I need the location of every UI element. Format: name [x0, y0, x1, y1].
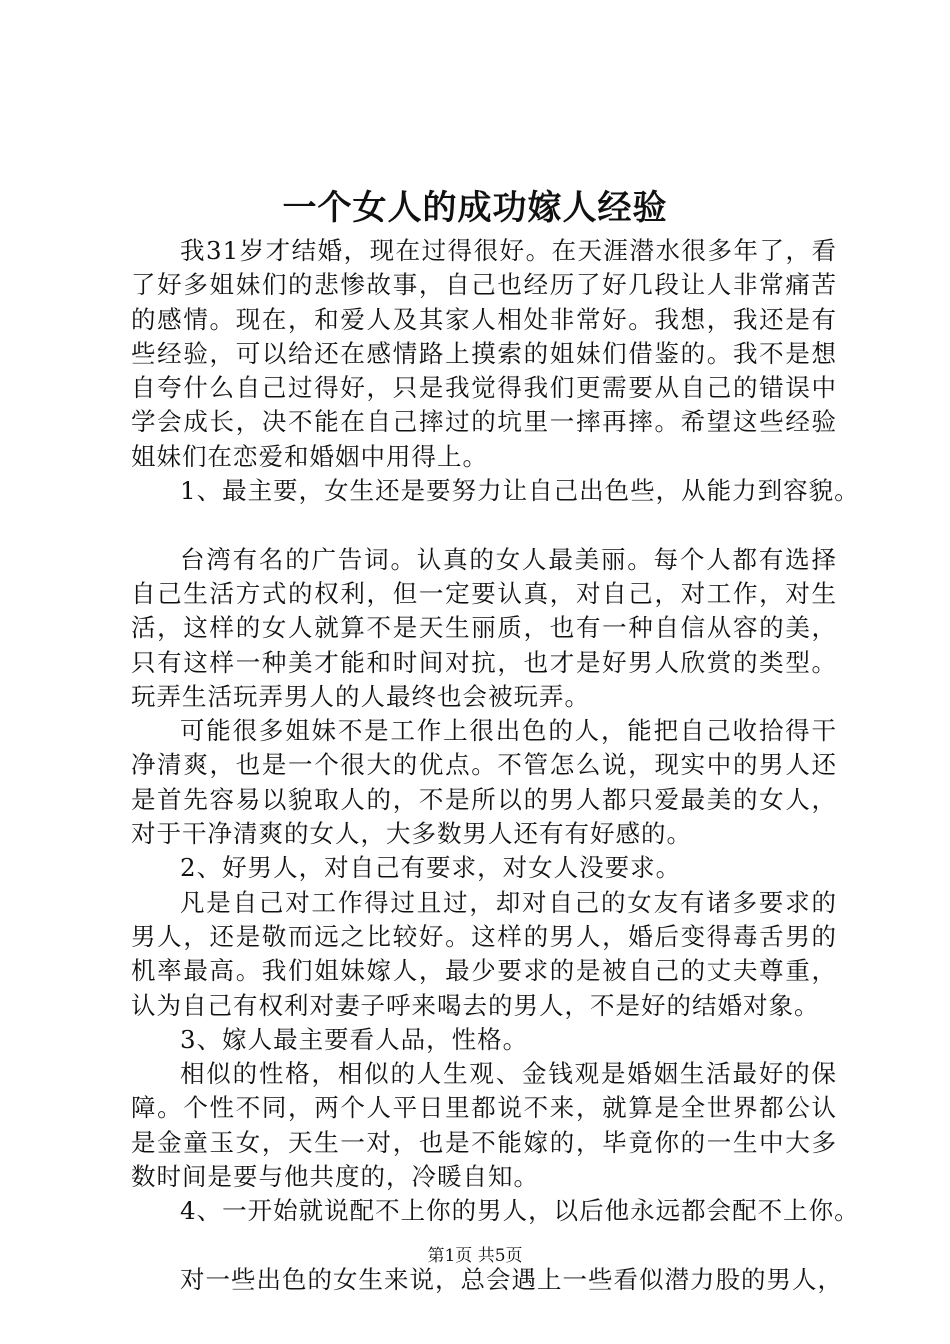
point-heading-3: 3、嫁人最主要看人品，性格。 [180, 1024, 529, 1054]
paragraph-point-1-extra: 可能很多姐妹不是工作上很出色的人，能把自己收拾得干净清爽，也是一个很大的优点。不管怎么说，现实中的男人还是首先容易以貌取人的，不是所以的男人都只爱最美的女人，对于干净清爽的女人，大多数男人还有有好感的。 [131, 716, 837, 849]
point-heading-2: 2、好男人，对自己有要求，对女人没要求。 [180, 853, 682, 883]
point-heading-4: 4、一开始就说配不上你的男人，以后他永远都会配不上你。 [180, 1196, 860, 1226]
paragraph-point-2-detail: 凡是自己对工作得过且过，却对自己的女友有诸多要求的男人，还是敬而远之比较好。这样的男人，婚后变得毒舌男的机率最高。我们姐妹嫁人，最少要求的是被自己的丈夫尊重，认为自己有权利对妻子呼来喝去的男人，不是好的结婚对象。 [131, 887, 837, 1020]
paragraph-intro: 我31岁才结婚，现在过得很好。在天涯潜水很多年了，看了好多姐妹们的悲惨故事，自己也经历了好几段让人非常痛苦的感情。现在，和爱人及其家人相处非常好。我想，我还是有些经验，可以给还在感情路上摸索的姐妹们借鉴的。我不是想自夸什么自己过得好，只是我觉得我们更需要从自己的错误中学会成长，决不能在自己摔过的坑里一摔再摔。希望这些经验姐妹们在恋爱和婚姻中用得上。 [131, 236, 837, 471]
paragraph-point-1-detail: 台湾有名的广告词。认真的女人最美丽。每个人都有选择自己生活方式的权利，但一定要认真，对自己，对工作，对生活，这样的女人就算不是天生丽质，也有一种自信从容的美，只有这样一种美才能和时间对抗，也才是好男人欣赏的类型。玩弄生活玩弄男人的人最终也会被玩弄。 [131, 544, 837, 711]
page-number-footer: 第1页 共5页 [427, 1246, 523, 1266]
point-heading-1: 1、最主要，女生还是要努力让自己出色些，从能力到容貌。 [180, 476, 860, 506]
document-body [131, 234, 860, 1297]
paragraph-point-3-detail: 相似的性格，相似的人生观、金钱观是婚姻生活最好的保障。个性不同，两个人平日里都说不来，就算是全世界都公认是金童玉女，天生一对，也是不能嫁的，毕竟你的一生中大多数时间是要与他共度的，冷暖自知。 [131, 1059, 837, 1192]
paragraph-point-4-detail: 对一些出色的女生来说，总会遇上一些看似潜力股的男人， [180, 1264, 843, 1294]
document-title: 一个女人的成功嫁人经验 [282, 188, 668, 228]
paragraph-gap [131, 508, 837, 542]
